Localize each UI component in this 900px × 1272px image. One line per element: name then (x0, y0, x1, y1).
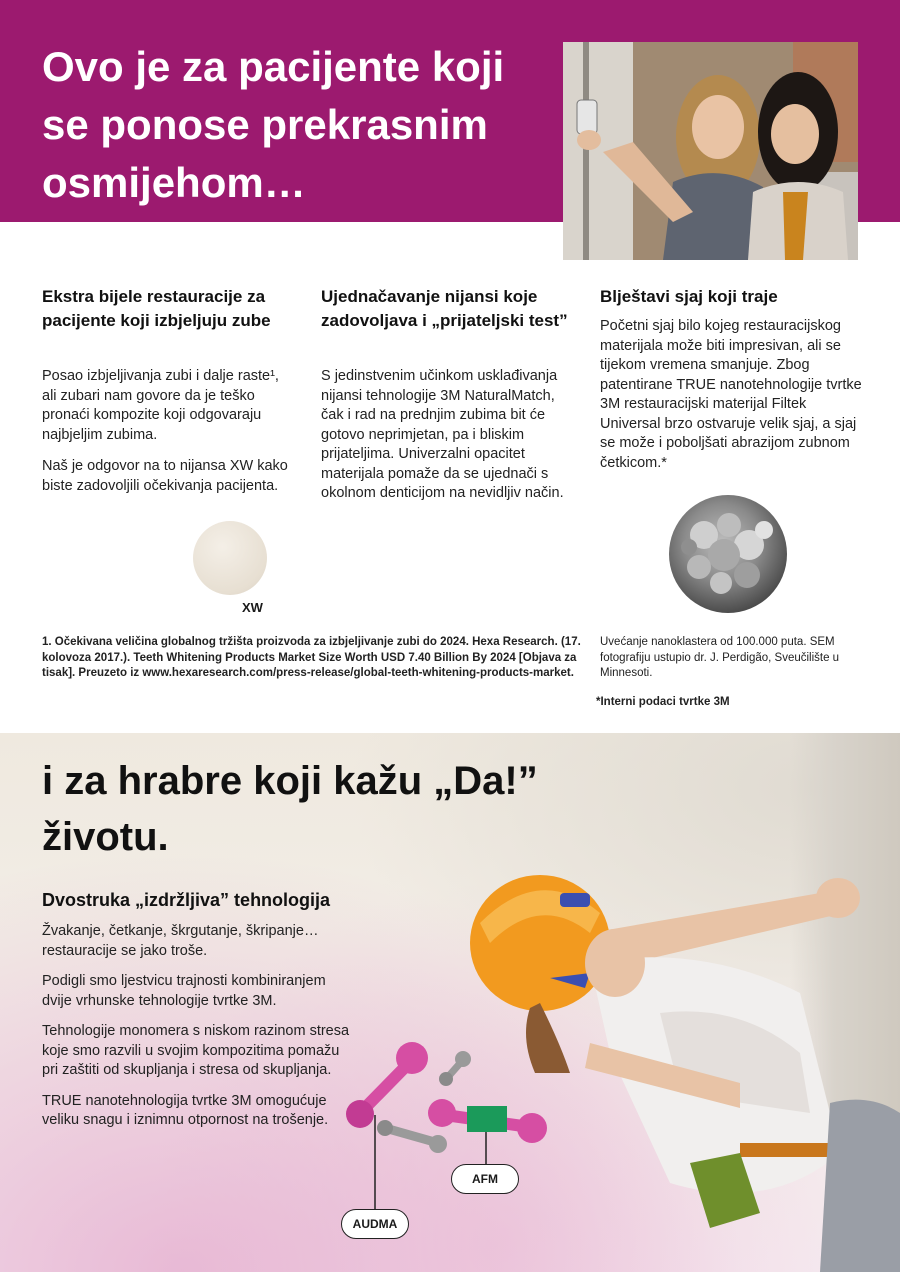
molecule-atom (396, 1042, 428, 1074)
column-title: Ujednačavanje nijansi koje zadovoljava i „prijateljski test” (321, 287, 568, 330)
audma-label: AUDMA (341, 1209, 409, 1239)
footnote-reference: 1. Očekivana veličina globalnog tržišta proizvoda za izbjeljivanje zubi do 2024. Hexa Research. (17. kolovoza 2017.). Teeth Whitening Products Market Size Worth USD 7.40 Billion By 2024 [Objava za tisak]. Preuzeto iz www.hexaresearch.com/press-release/global-teeth-whitening-products-market. (42, 636, 581, 679)
sem-caption: Uvećanje nanoklastera od 100.000 puta. SEM fotografiju ustupio dr. J. Perdigão, Sveučilište u Minnesoti. (600, 636, 840, 679)
molecule-atom (439, 1072, 453, 1086)
column-paragraph: Početni sjaj bilo kojeg restauracijskog materijala može biti impresivan, ali se tijekom vremena smanjuje. Zbog patentirane TRUE nanotehnologije tvrtke 3M restauracijski materijal Filtek Universal brzo ostvaruje velik sjaj, a sjaj se može i poboljšati abrazijom zubnom četkicom.* (600, 318, 862, 471)
bottom-paragraph: TRUE nanotehnologija tvrtke 3M omogućuje veliku snagu i iznimnu otpornost na trošenje. (42, 1092, 329, 1128)
internal-data-note: *Interni podaci tvrtke 3M (596, 696, 730, 708)
column-paragraph: Naš je odgovor na to nijansa XW kako biste zadovoljili očekivanja pacijenta. (42, 458, 288, 494)
bottom-paragraph: Podigli smo ljestvicu trajnosti kombiniranjem dvije vrhunske tehnologije tvrtke 3M. (42, 973, 326, 1009)
column-title: Blještavi sjaj koji traje (600, 287, 778, 306)
molecule-atom (377, 1120, 393, 1136)
column-shade-matching (321, 285, 571, 504)
bottom-subtitle: Dvostruka „izdržljiva” tehnologija (42, 890, 331, 910)
bottom-section (0, 733, 900, 1272)
sem-nanocluster-image (669, 495, 787, 613)
selfie-photo (563, 42, 858, 260)
molecule-core (467, 1106, 507, 1132)
column-title: Ekstra bijele restauracije za pacijente koji izbjeljuju zube (42, 287, 271, 330)
molecule-atom (455, 1051, 471, 1067)
column-white-restorations (42, 285, 292, 496)
column-lasting-gloss (600, 285, 862, 473)
page-headline: Ovo je za pacijente koji se ponose prekrasnim osmijehom… (42, 43, 505, 206)
afm-label: AFM (451, 1164, 519, 1194)
xw-shade-swatch (193, 521, 267, 595)
molecule-models (0, 733, 900, 1272)
bottom-headline: i za hrabre koji kažu „Da!” životu. (42, 759, 538, 859)
molecule-atom (346, 1100, 374, 1128)
bottom-paragraph: Žvakanje, četkanje, škrgutanje, škripanje… restauracije se jako troše. (42, 923, 319, 959)
molecule-atom (428, 1099, 456, 1127)
xw-shade-label: XW (242, 600, 263, 615)
bottom-paragraph: Tehnologije monomera s niskom razinom stresa koje smo razvili u svojim kompozitima pomažu pri zaštiti od skupljanja i stresa od skupljanja. (42, 1023, 350, 1078)
column-paragraph: S jedinstvenim učinkom usklađivanja nijansi tehnologije 3M NaturalMatch, čak i rad na prednjim zubima bit će gotovo neprimjetan, pa i bliskim prijateljima. Univerzalni opacitet materijala pomaže da se ujednači s okolnom denticijom na nevidljiv način. (321, 368, 564, 501)
molecule-atom (517, 1113, 547, 1143)
column-paragraph: Posao izbjeljivanja zubi i dalje raste¹, ali zubari nam govore da je teško pronaći kompozite koji odgovaraju najbjeljim zubima. (42, 368, 279, 443)
molecule-atom (429, 1135, 447, 1153)
